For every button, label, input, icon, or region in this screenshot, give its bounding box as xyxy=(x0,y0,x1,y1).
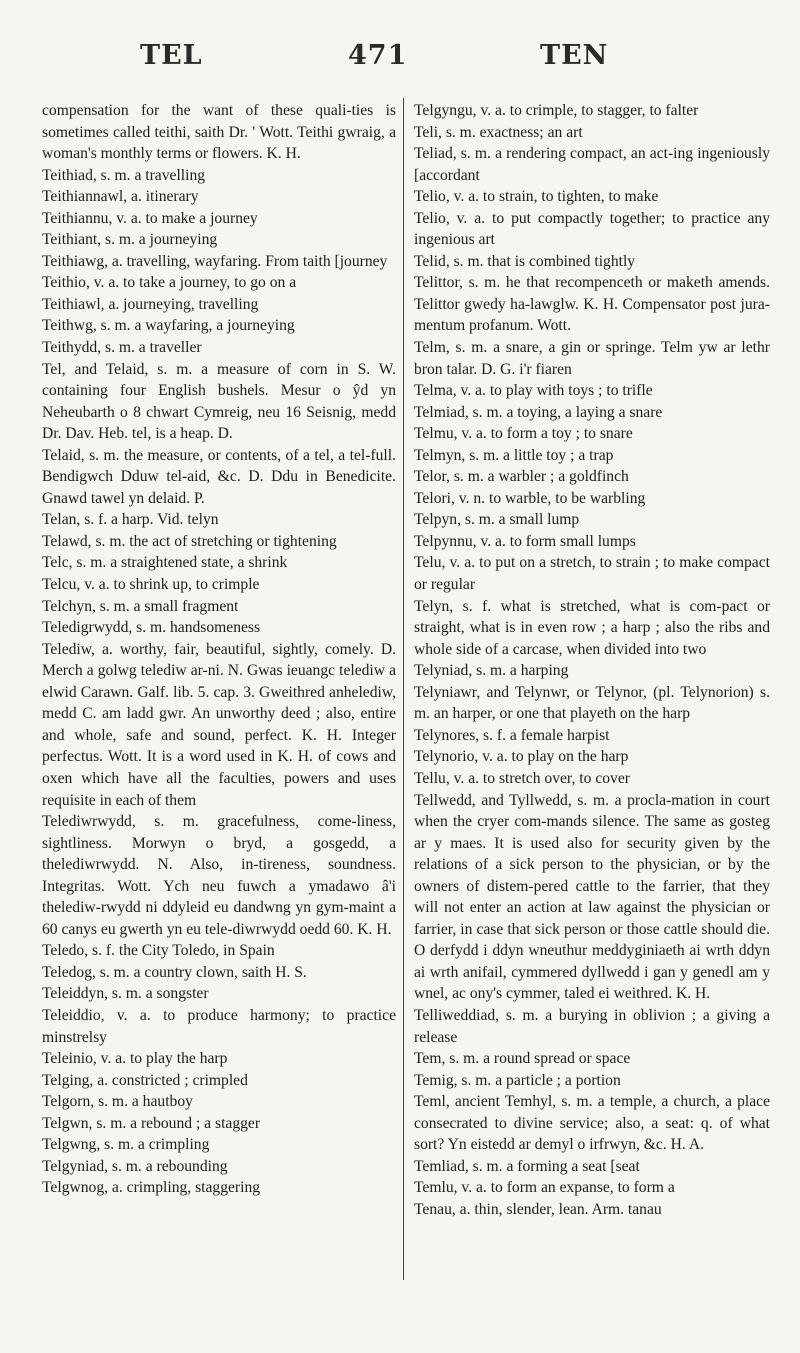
dictionary-entry: Telma, v. a. to play with toys ; to trifle xyxy=(414,382,653,400)
dictionary-entry: Telcu, v. a. to shrink up, to crimple xyxy=(42,576,260,594)
dictionary-entry: Teliad, s. m. a rendering compact, an act-ing ingeniously [accordant xyxy=(414,145,770,184)
dictionary-entry: Teithiawg, a. travelling, wayfaring. From taith [journey xyxy=(42,252,388,270)
dictionary-entry: Teledog, s. m. a country clown, saith H. S. xyxy=(42,963,307,981)
dictionary-entry: Telediwrwydd, s. m. gracefulness, come-liness, sightliness. Morwyn o bryd, a gosgedd, a thelediwrwydd. N. Also, in-tireness, soundness. Integritas. Wott. Ych neu fuwch a ymadawo â'i thelediw-rwydd ni ddyleid eu dandwng yn gym-maint a 60 canys eu gwerth yn eu tele-diwrwydd oedd 60. K. H. xyxy=(42,813,396,938)
dictionary-entry: Telgwng, s. m. a crimpling xyxy=(42,1136,210,1154)
dictionary-entry: Teithiannawl, a. itinerary xyxy=(42,188,199,206)
dictionary-entry: Telio, v. a. to put compactly together; to practice any ingenious art xyxy=(414,209,770,249)
dictionary-entry: Telan, s. f. a harp. Vid. telyn xyxy=(42,511,219,529)
dictionary-entry: Telid, s. m. that is combined tightly xyxy=(414,252,636,270)
dictionary-entry: Tem, s. m. a round spread or space xyxy=(414,1050,631,1068)
dictionary-entry: Teithiant, s. m. a journeying xyxy=(42,231,218,249)
dictionary-entry: Temlu, v. a. to form an expanse, to form a xyxy=(414,1179,675,1197)
dictionary-entry: Teithwg, s. m. a wayfaring, a journeying xyxy=(42,317,295,335)
dictionary-entry: Temliad, s. m. a forming a seat [seat xyxy=(414,1157,640,1175)
header-right-guideword: TEN xyxy=(540,40,609,71)
page-number: 471 xyxy=(348,40,408,71)
dictionary-entry: Teithiawl, a. journeying, travelling xyxy=(42,295,259,313)
dictionary-entry: Telgyngu, v. a. to crimple, to stagger, to falter xyxy=(414,102,699,119)
dictionary-entry: Telmu, v. a. to form a toy ; to snare xyxy=(414,425,633,443)
dictionary-entry: Telyniawr, and Telynwr, or Telynor, (pl. Telynorion) s. m. an harper, or one that playeth on the harp xyxy=(414,683,770,723)
dictionary-entry: Telpyn, s. m. a small lump xyxy=(414,511,580,529)
dictionary-entry: Tel, and Telaid, s. m. a measure of corn in S. W. containing four English bushels. Mesur o ŷd yn Neheubarth o 8 chwart Cymreig, neu 16 Seisnig, medd Dr. Dav. Heb. tel, is a heap. D. xyxy=(42,360,396,443)
right-column xyxy=(414,100,770,1220)
dictionary-entry: Teleiddio, v. a. to produce harmony; to practice minstrelsy xyxy=(42,1006,396,1046)
dictionary-entry: compensation for the want of these quali-ties is sometimes called teithi, saith Dr. ' Wott. Teithi gwraig, a woman's monthly terms or flowers. K. H. xyxy=(42,102,396,163)
dictionary-entry: Telgwnog, a. crimpling, staggering xyxy=(42,1179,261,1197)
dictionary-entry: Telchyn, s. m. a small fragment xyxy=(42,597,239,615)
dictionary-entry: Telyn, s. f. what is stretched, what is com-pact or straight, what is in even row ; a harp ; also the ribs and whole side of a carcase, when divided into two xyxy=(414,597,770,658)
dictionary-entry: Telmyn, s. m. a little toy ; a trap xyxy=(414,446,614,464)
dictionary-entry: Teleiddyn, s. m. a songster xyxy=(42,985,209,1003)
dictionary-entry: Telaid, s. m. the measure, or contents, of a tel, a tel-full. Bendigwch Dduw tel-aid, &c. D. Ddu in Benedicite. Gnawd tawel yn delaid. P. xyxy=(42,446,396,507)
dictionary-entry: Teledo, s. f. the City Toledo, in Spain xyxy=(42,942,275,960)
dictionary-entry: Telgorn, s. m. a hautboy xyxy=(42,1093,193,1111)
dictionary-entry: Teleinio, v. a. to play the harp xyxy=(42,1050,228,1068)
dictionary-entry: Tellwedd, and Tyllwedd, s. m. a procla-mation in court when the cryer com-mands silence. The same as gosteg ar y maes. It is used also for security given by the relations of a sick person to the physician, or by the owners of distem-pered cattle to the farrier, that they will not enter an action at law against the physician or farrier, in case that sick person or those cattle should die. O derfydd i ddyn wneuthur meddyginiaeth ai wrth ddyn ai wrth anifail, cymmered dyllwedd i gan y genedl am y wnel, ac ony's cymmer, taled ei weithred. K. H. xyxy=(414,791,770,1003)
dictionary-entry: Telor, s. m. a warbler ; a goldfinch xyxy=(414,468,629,486)
dictionary-entry: Telori, v. n. to warble, to be warbling xyxy=(414,489,646,507)
dictionary-entry: Telm, s. m. a snare, a gin or springe. Telm yw ar lethr bron talar. D. G. i'r fiaren xyxy=(414,339,770,378)
dictionary-entry: Teithiannu, v. a. to make a journey xyxy=(42,209,258,227)
dictionary-entry: Telawd, s. m. the act of stretching or tightening xyxy=(42,532,337,550)
dictionary-entry: Telu, v. a. to put on a stretch, to strain ; to make compact or regular xyxy=(414,554,770,594)
dictionary-entry: Telgyniad, s. m. a rebounding xyxy=(42,1157,228,1175)
dictionary-entry: Telliweddiad, s. m. a burying in oblivion ; a giving a release xyxy=(414,1006,770,1046)
column-divider xyxy=(403,98,404,1280)
dictionary-entry: Teithiad, s. m. a travelling xyxy=(42,166,206,184)
dictionary-entry: Telc, s. m. a straightened state, a shrink xyxy=(42,554,288,572)
dictionary-entry: Telmiad, s. m. a toying, a laying a snare xyxy=(414,403,663,421)
dictionary-entry: Telynores, s. f. a female harpist xyxy=(414,726,610,744)
dictionary-entry: Teithio, v. a. to take a journey, to go on a xyxy=(42,274,297,292)
dictionary-entry: Teithydd, s. m. a traveller xyxy=(42,339,202,357)
running-head xyxy=(100,40,700,80)
dictionary-entry: Telynorio, v. a. to play on the harp xyxy=(414,748,629,766)
dictionary-entry: Telgwn, s. m. a rebound ; a stagger xyxy=(42,1114,261,1132)
dictionary-entry: Teml, ancient Temhyl, s. m. a temple, a church, a place consecrated to divine service; also, a seat: q. of what sort? Yn eistedd ar demyl o irfrwyn, &c. H. A. xyxy=(414,1093,770,1154)
dictionary-entry: Tenau, a. thin, slender, lean. Arm. tanau xyxy=(414,1200,662,1218)
header-left-guideword: TEL xyxy=(140,40,203,71)
dictionary-entry: Teledigrwydd, s. m. handsomeness xyxy=(42,619,261,637)
dictionary-entry: Telio, v. a. to strain, to tighten, to make xyxy=(414,188,659,206)
left-column xyxy=(42,100,396,1199)
dictionary-entry: Telpynnu, v. a. to form small lumps xyxy=(414,532,636,550)
dictionary-entry: Telittor, s. m. he that recompenceth or maketh amends. Telittor gwedy ha-lawglw. K. H. Compensator post jura-mentum profanum. Wott. xyxy=(414,274,770,335)
dictionary-entry: Temig, s. m. a particle ; a portion xyxy=(414,1071,621,1089)
dictionary-entry: Telging, a. constricted ; crimpled xyxy=(42,1071,248,1089)
dictionary-entry: Teli, s. m. exactness; an art xyxy=(414,123,583,141)
dictionary-entry: Tellu, v. a. to stretch over, to cover xyxy=(414,769,630,787)
dictionary-entry: Telediw, a. worthy, fair, beautiful, sightly, comely. D. Merch a golwg telediw ar-ni. N. Gwas ieuangc telediw a elwid Carawn. Galf. lib. 5. cap. 3. Gweithred anhelediw, medd C. am ladd gwr. An unworthy deed ; also, entire and whole, safe and sound, perfect. K. H. Integer perfectus. Wott. It is a word used in K. H. of cows and oxen which have all the faculties, powers and uses requisite in each of them xyxy=(42,640,396,809)
dictionary-entry: Telyniad, s. m. a harping xyxy=(414,662,569,680)
